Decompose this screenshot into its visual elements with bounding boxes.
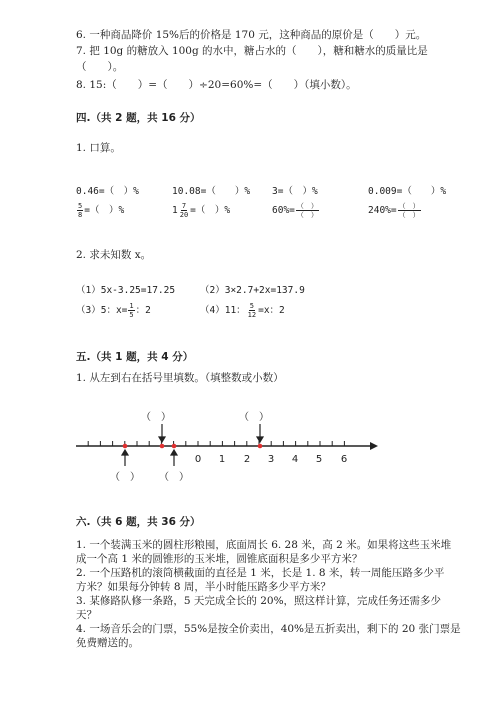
section-4-heading: 四.（共 2 题，共 16 分） (76, 112, 201, 124)
fraction: $\frac{5}{12}$ (247, 302, 257, 319)
marked-point (258, 444, 263, 449)
number-line-figure (70, 408, 390, 488)
bottom-blank-1: （ ） (110, 472, 140, 483)
section-4-q2-title: 2. 求未知数 x。 (76, 249, 152, 261)
up-arrow-head-icon (122, 450, 128, 455)
section-6-line-8: 免费赠送的。 (76, 637, 139, 649)
fraction: $\frac{7}{20}$ (179, 202, 189, 219)
tick-label-1: 1 (218, 454, 226, 465)
section-6-line-3: 2. 一个压路机的滚筒横截面的直径是 1 米，长是 1. 8 米，转一周能压路多少平 (76, 567, 445, 579)
fraction: $\frac{5}{8}$ (78, 202, 83, 219)
marked-point (123, 444, 128, 449)
section-5-heading: 五.（共 1 题，共 4 分） (76, 351, 194, 363)
top-blank-2: （ ） (239, 412, 269, 423)
section-6-line-5: 3. 某修路队修一条路，5 天完成全长的 20%，照这样计算，完成任务还需多少 (76, 595, 442, 607)
oral-calc-2: 10.08=（ ）% (172, 186, 251, 197)
oral-calc-3: 3=（ ）% (272, 186, 318, 197)
tick-label-3: 3 (267, 454, 275, 465)
fraction: $\frac{1}{5}$ (129, 302, 134, 319)
oral-calc-5: $\frac{5}{8}$ =（ ）% (78, 202, 125, 219)
number-line-tick-labels (195, 454, 347, 465)
fraction: $\frac{( )}{( )}$ (398, 202, 420, 219)
marked-point (172, 444, 177, 449)
equation-2: （2）3×2.7+2x=137.9 (200, 285, 305, 296)
fraction: $\frac{( )}{( )}$ (296, 202, 318, 219)
oral-calc-7: 60%= $\frac{( )}{( )}$ (272, 202, 318, 219)
question-7-line-2: （ ）。 (76, 61, 124, 73)
tick-label-5: 5 (315, 454, 323, 465)
oral-calc-4: 0.009=（ ）% (368, 186, 447, 197)
equation-1: （1）5x-3.25=17.25 (76, 285, 176, 296)
tick-label-4: 4 (291, 454, 299, 465)
section-6-line-6: 天？ (76, 609, 97, 621)
section-6-line-4: 方米？如果每分钟转 8 周，半小时能压路多少平方米？ (76, 581, 331, 593)
section-6-line-1: 1. 一个装满玉米的圆柱形粮囤，底面周长 6. 28 米，高 2 米。如果将这些玉米堆 (76, 539, 452, 551)
top-blank-1: （ ） (141, 412, 171, 423)
tick-label-2: 2 (243, 454, 251, 465)
equation-3: （3）5：x= $\frac{1}{5}$ ：2 (76, 302, 151, 319)
down-arrow-head-icon (159, 437, 165, 442)
up-arrow-head-icon (171, 450, 177, 455)
arrow-head-icon (370, 442, 378, 450)
question-8: 8. 15:（ ）=（ ）÷20=60%=（ ）（填小数）。 (76, 79, 357, 91)
question-6: 6. 一种商品降价 15%后的价格是 170 元，这种商品的原价是（ ）元。 (76, 29, 427, 41)
section-6-line-7: 4. 一场音乐会的门票，55%是按全价卖出，40%是五折卖出，剩下的 20 张门票是 (76, 623, 461, 635)
oral-calc-8: 240%= $\frac{( )}{( )}$ (368, 202, 420, 219)
section-5-q1-title: 1. 从左到右在括号里填数。（填整数或小数） (76, 372, 284, 384)
equation-4: （4）11： $\frac{5}{12}$ =x：2 (200, 302, 285, 319)
bottom-blank-2: （ ） (159, 472, 189, 483)
section-4-q1-title: 1. 口算。 (76, 142, 121, 154)
down-arrow-head-icon (257, 437, 263, 442)
section-6-heading: 六.（共 6 题，共 36 分） (76, 516, 201, 528)
tick-label-0: 0 (194, 454, 202, 465)
oral-calc-1: 0.46=（ ）% (76, 186, 139, 197)
question-7-line-1: 7. 把 10g 的糖放入 100g 的水中，糖占水的（ ），糖和糖水的质量比是 (76, 45, 428, 57)
section-6-line-2: 成一个高 1 米的圆锥形的玉米堆，圆锥底面积是多少平方米？ (76, 553, 363, 565)
marked-point (160, 444, 165, 449)
oral-calc-6: 1 $\frac{7}{20}$ =（ ）% (172, 202, 231, 219)
tick-label-6: 6 (340, 454, 348, 465)
